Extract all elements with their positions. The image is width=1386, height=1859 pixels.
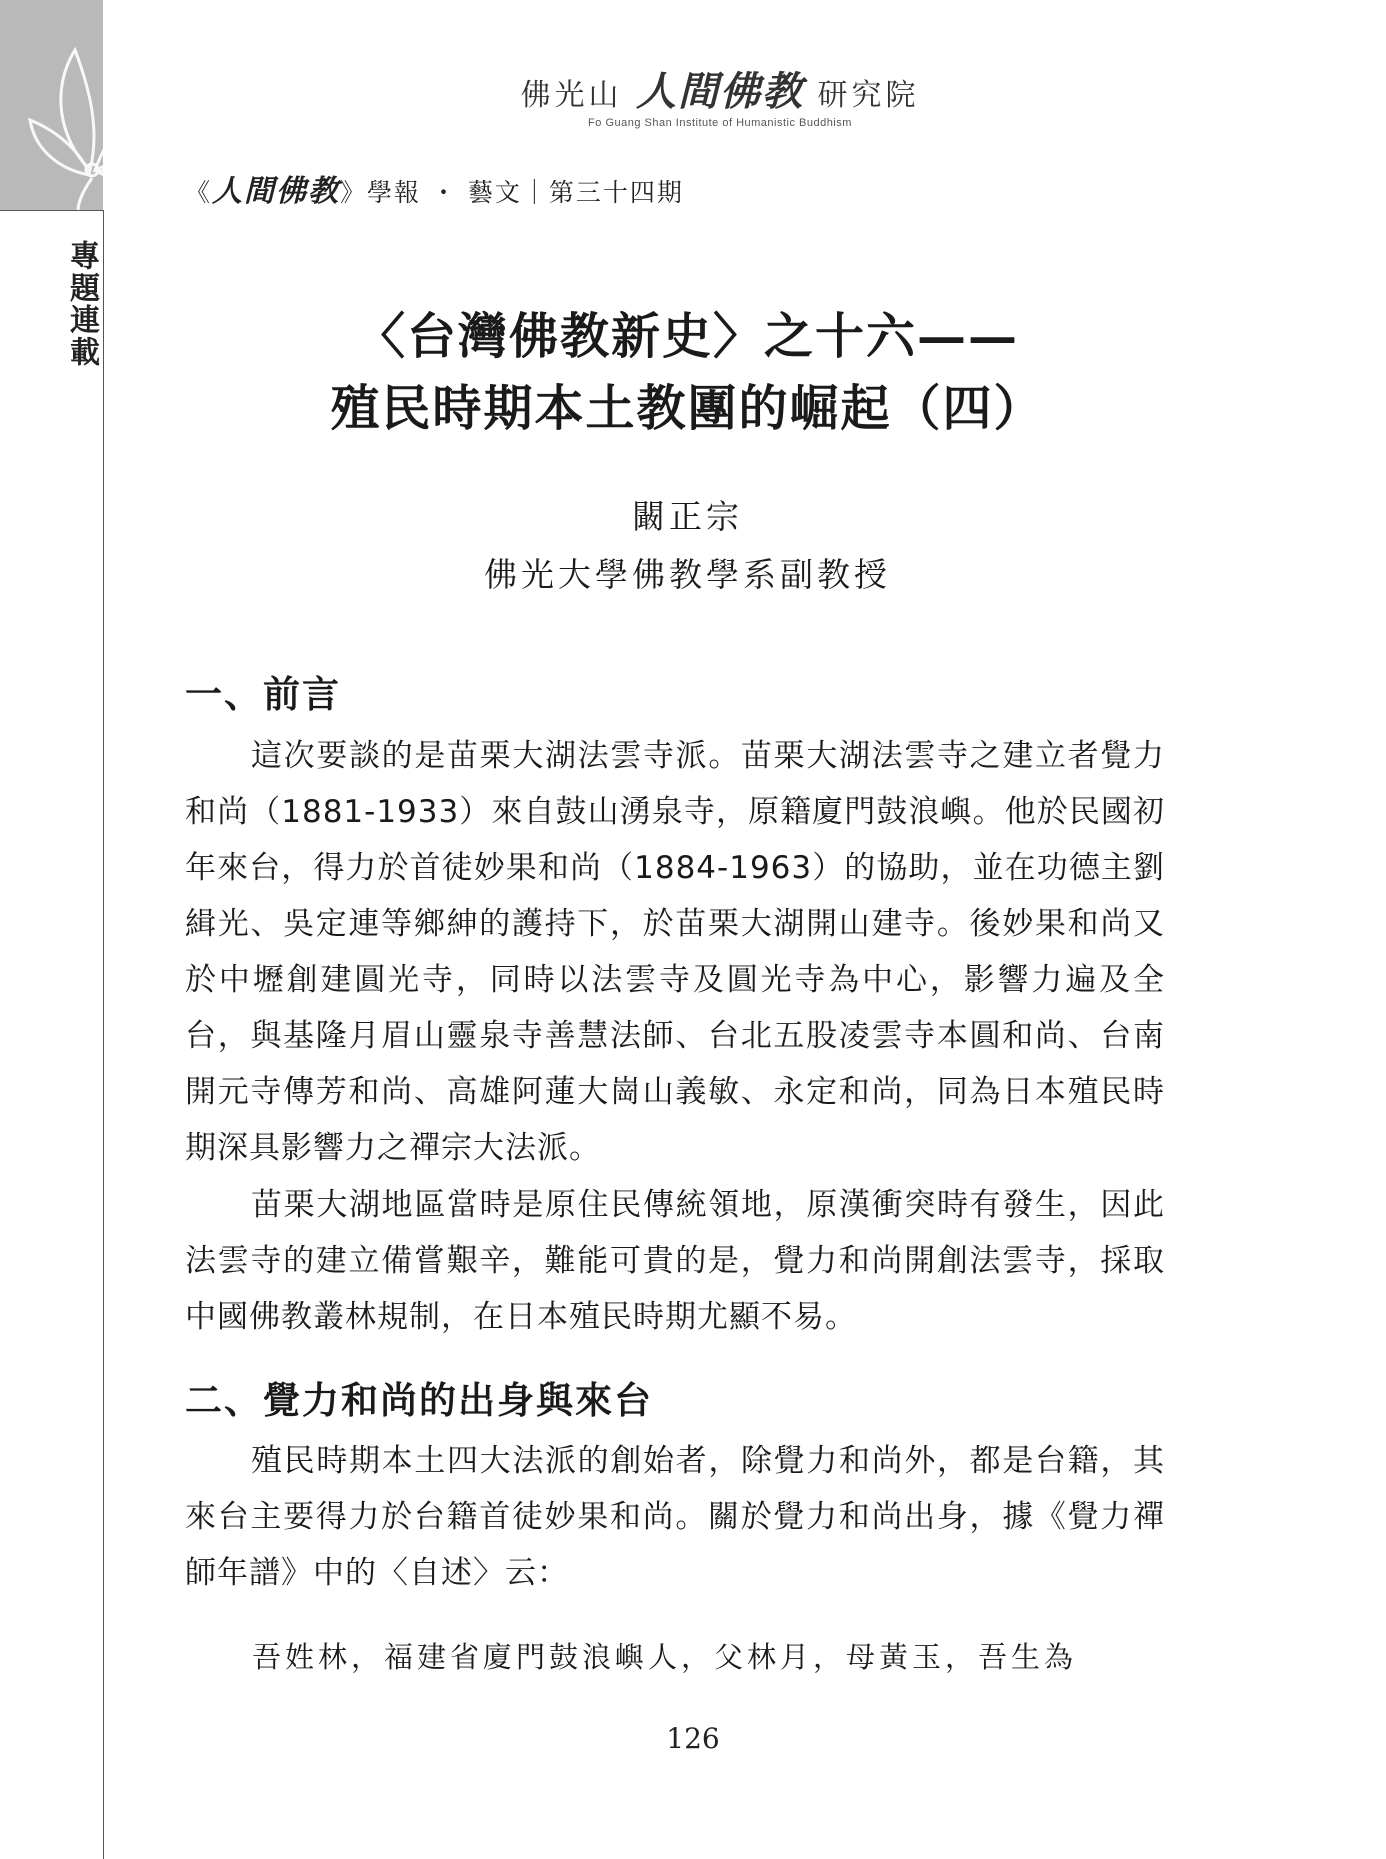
institute-header	[430, 60, 1010, 129]
journal-running-head	[185, 166, 684, 210]
institute-name	[430, 60, 1010, 117]
section-heading-intro: 一、前言	[185, 672, 341, 716]
journal-open-bracket: 《	[185, 178, 213, 207]
institute-prefix: 佛光山	[520, 78, 623, 113]
title-line-1: 〈台灣佛教新史〉之十六——	[355, 307, 1019, 365]
author-name: 闞正宗	[632, 497, 743, 536]
series-tab: 專題連載	[64, 240, 99, 368]
block-quote: 吾姓林，福建省廈門鼓浪嶼人，父林月，母黃玉，吾生為	[252, 1640, 1078, 1674]
institute-english-name: Fo Guang Shan Institute of Humanistic Buddhism	[588, 117, 852, 129]
author-affiliation: 佛光大學佛教學系副教授	[484, 555, 891, 594]
margin-divider	[103, 210, 104, 1859]
corner-divider	[0, 210, 104, 211]
journal-issue: 》學報 ・ 藝文｜第三十四期	[340, 178, 684, 207]
paragraph: 這次要談的是苗栗大湖法雲寺派。苗栗大湖法雲寺之建立者覺力和尚（1881-1933）來自鼓山湧泉寺，原籍廈門鼓浪嶼。他於民國初年來台，得力於首徒妙果和尚（1884-1963）的協助，並在功德主劉緝光、吳定連等鄉紳的護持下，於苗栗大湖開山建寺。後妙果和尚又於中壢創建圓光寺，同時以法雲寺及圓光寺為中心，影響力遍及全台，與基隆月眉山靈泉寺善慧法師、台北五股凌雲寺本圓和尚、台南開元寺傳芳和尚、高雄阿蓮大崗山義敏、永定和尚，同為日本殖民時期深具影響力之禪宗大法派。	[185, 738, 1165, 1166]
paragraph: 殖民時期本土四大法派的創始者，除覺力和尚外，都是台籍，其來台主要得力於台籍首徒妙果和尚。關於覺力和尚出身，據《覺力禪師年譜》中的〈自述〉云：	[185, 1443, 1165, 1591]
journal-brand: 人間佛教	[212, 174, 341, 209]
institute-suffix: 研究院	[817, 78, 920, 113]
page-number: 126	[666, 1722, 720, 1755]
institute-brand: 人間佛教	[636, 68, 804, 115]
section-heading-origin: 二、覺力和尚的出身與來台	[185, 1378, 653, 1422]
article-title	[185, 300, 1190, 444]
title-line-2: 殖民時期本土教團的崛起（四）	[330, 379, 1045, 437]
author-block	[185, 488, 1190, 604]
paragraph: 苗栗大湖地區當時是原住民傳統領地，原漢衝突時有發生，因此法雲寺的建立備嘗艱辛，難能可貴的是，覺力和尚開創法雲寺，採取中國佛教叢林規制，在日本殖民時期尤顯不易。	[185, 1187, 1165, 1335]
lotus-flower-icon	[20, 20, 213, 220]
